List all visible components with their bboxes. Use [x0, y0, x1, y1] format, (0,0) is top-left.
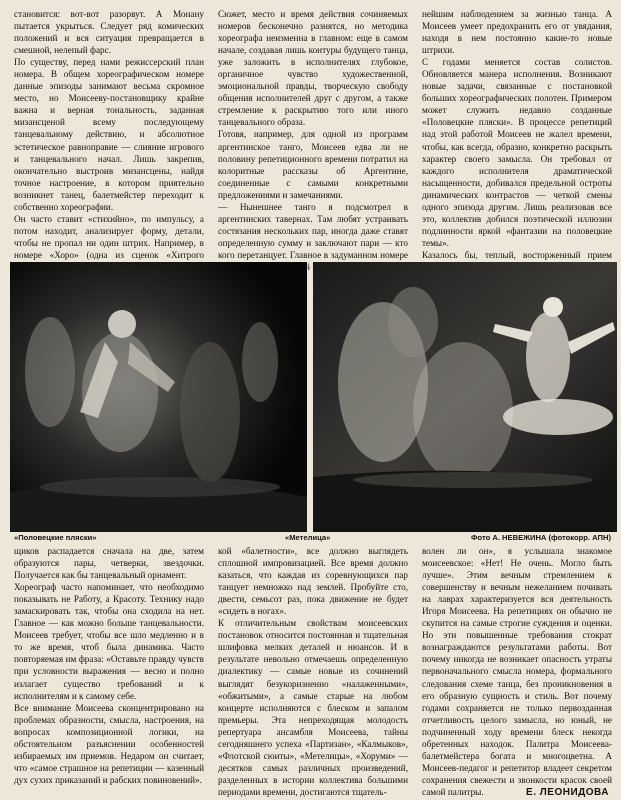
photo-caption-center: «Метелица» [285, 533, 331, 542]
photo-metelitsa [313, 262, 617, 532]
article-column-bottom-2: кой «балетности», все должно выглядеть сплошной импровизацией. Все время должно казаться, что каждая из соревнующихся пар танцует немножко над землей. Пробуйте сто, двести, семьсот раз, пока движение не будет «сидеть в ногах». К отличительным свойствам моисеевских постановок относится постоянная и тщательная шлифовка мелких деталей и нюансов. И в результате невольно отмечаешь определенную диалектику — самые новые из сочинений выглядят безукоризненно «налаженными», «обжитыми», а самые старые на любом концерте исполняются с блеском и запалом премьеры. Эта непреходящая молодость репертуара ансамбля Моисеева, тайны сегодняшнего успеха «Партизан», «Калмыков», «Флотской сюиты», «Метелицы», «Хоруми» — десятков самых различных произведений, разделенных в истории коллектива большими периодами времени, достигаются тщатель- [218, 546, 408, 797]
photo-credit: Фото А. НЕВЕЖИНА (фотокорр. АПН) [471, 533, 611, 542]
article-column-top-1: становится: вот-вот разорвут. А Монану пытается укрыться. Следует ряд комических положений и вся ситуация превращается в смешной, нелепый фарс. По существу, перед нами режиссерский план номера. В общем хореографическом номере данные эпизоды занимают весьма скромное место, но Моисееву-постановщику крайне важна и верная тональность, заданная мизансценой всему последующему танцевальному действию, и абсолютное эстетическое равноправие — слияние игрового и танцевального начал. Лишь закрепив, окончательно выстроив мизансцены, найдя точное настроение, в котором приятельно возникнет танец, балетмейстер переходит к собственно хореографии. Он часто ставит «стихийно», по импульсу, а потом находит, анализирует форму, детали, чтобы не пропал ни один штрих. Например, в номере «Хоро» (одна из сценок «Хитрого [14, 9, 204, 260]
photo-caption-left: «Половецкие пляски» [14, 533, 97, 542]
article-column-top-3: нейшим наблюдением за жизнью танца. А Моисеев умеет предохранить его от увядания, находя в нем постоянно какие-то новые штрихи. С годами меняется состав солистов. Обновляется манера исполнения. Возникают новые задачи, связанные с постановкой больших хореографических полотен. Примером может служить недавно созданные «Половецкие пляски». В процессе репетиций над этой работой Моисеев не жалел времени, чтобы, как всегда, образно, конкретно раскрыть характер своего замысла. Он требовал от каждого исполнителя драматической насыщенности, добивался предельной остроты динамических контрастов — четкой смены одного эпизода другим. Лишь реализовав все это, коллектив добился поэтической иллюзии подлинности яркой «фантазии на половецкие темы». Казалось бы, теплый, восторженный прием [422, 9, 612, 260]
article-column-bottom-1: щиков распадается сначала на две, затем образуются пары, четверки, звездочки. Получается как бы танцевальный орнамент. Хореограф часто напоминает, что необходимо показывать не Работу, а Красоту. Технику надо замаскировать так, чтобы она сходила на нет. Главное — как можно больше танцевальности. Моисеев требует, чтобы все шло медленно и в то же время, чтоб была динамика. Часто повторяемая им фраза: «Оставьте правду чувств при условности выражения — весно и полно излагает существо требований и к исполнителям и к самому себе. Все внимание Моисеева сконцентрировано на проблемах образности, смысла, настроения, на вопросах композиционной логики, на обстоятельном разъяснении особенностей избираемых им приемов. Недаром он считает, что «самое страшное на репетиции — казенный дух сухих приказаний и рабских повиновений». [14, 546, 204, 785]
author-signature: Е. ЛЕОНИДОВА [526, 787, 609, 798]
article-column-top-2: Сюжет, место и время действия сочиняемых номеров бесконечно разнятся, но методика хореографа неизменна в главном: еще в самом начале, создавая лишь контуры будущего танца, уже заложить в исполнителях глубокое, органичное чувство художественной, эмоциональной правды, творческую свободу общения исполнителей друг с другом, а также стремление к раскрытию того или иного танцевального образа. Готовя, например, для одной из программ аргентинское танго, Моисеев едва ли не половину репетиционного времени потратил на колоритные рассказы об Аргентине, соединенные с самыми конкретными предложениями и замечаниями. — Нынешнее танго я подсмотрел в аргентинских тавернах. Там любят устраивать состязания нескольких пар, иногда даже ставят определенную сумму и заключают пари — кто кого перетанцует. Главное в задуманном номере [218, 9, 408, 260]
article-column-bottom-3: волен ли он», я услышала знакомое моисеевское: «Нет! Не очень. Могло быть лучше». Этим вечным стремлением к совершенству и вечным нежеланием почивать на лаврах характеризуется вся деятельность Игоря Моисеева. На репетициях он обычно не скупится на самые строгие суждения и оценки. Но эти повышенные требования стократ вознаграждаются результатами работы. Вот почему никогда не возникает опасность утраты первоначального смысла номера, формального следования схеме танца, без проникновения в его образную сущность и стиль. Вот почему годами сохраняется не только первозданная отчетливость целого замысла, но юный, не подчиненный ходу времени блеск некогда обретенных находок. Палитра Моисеева-балетмейстера богата и многоцветна. А Моисеев-педагог и репетитор владеет секретом сохранения свежести и звонкости красок своей самой палитры. [422, 546, 612, 797]
photo-polovtsian-dances [10, 262, 307, 532]
